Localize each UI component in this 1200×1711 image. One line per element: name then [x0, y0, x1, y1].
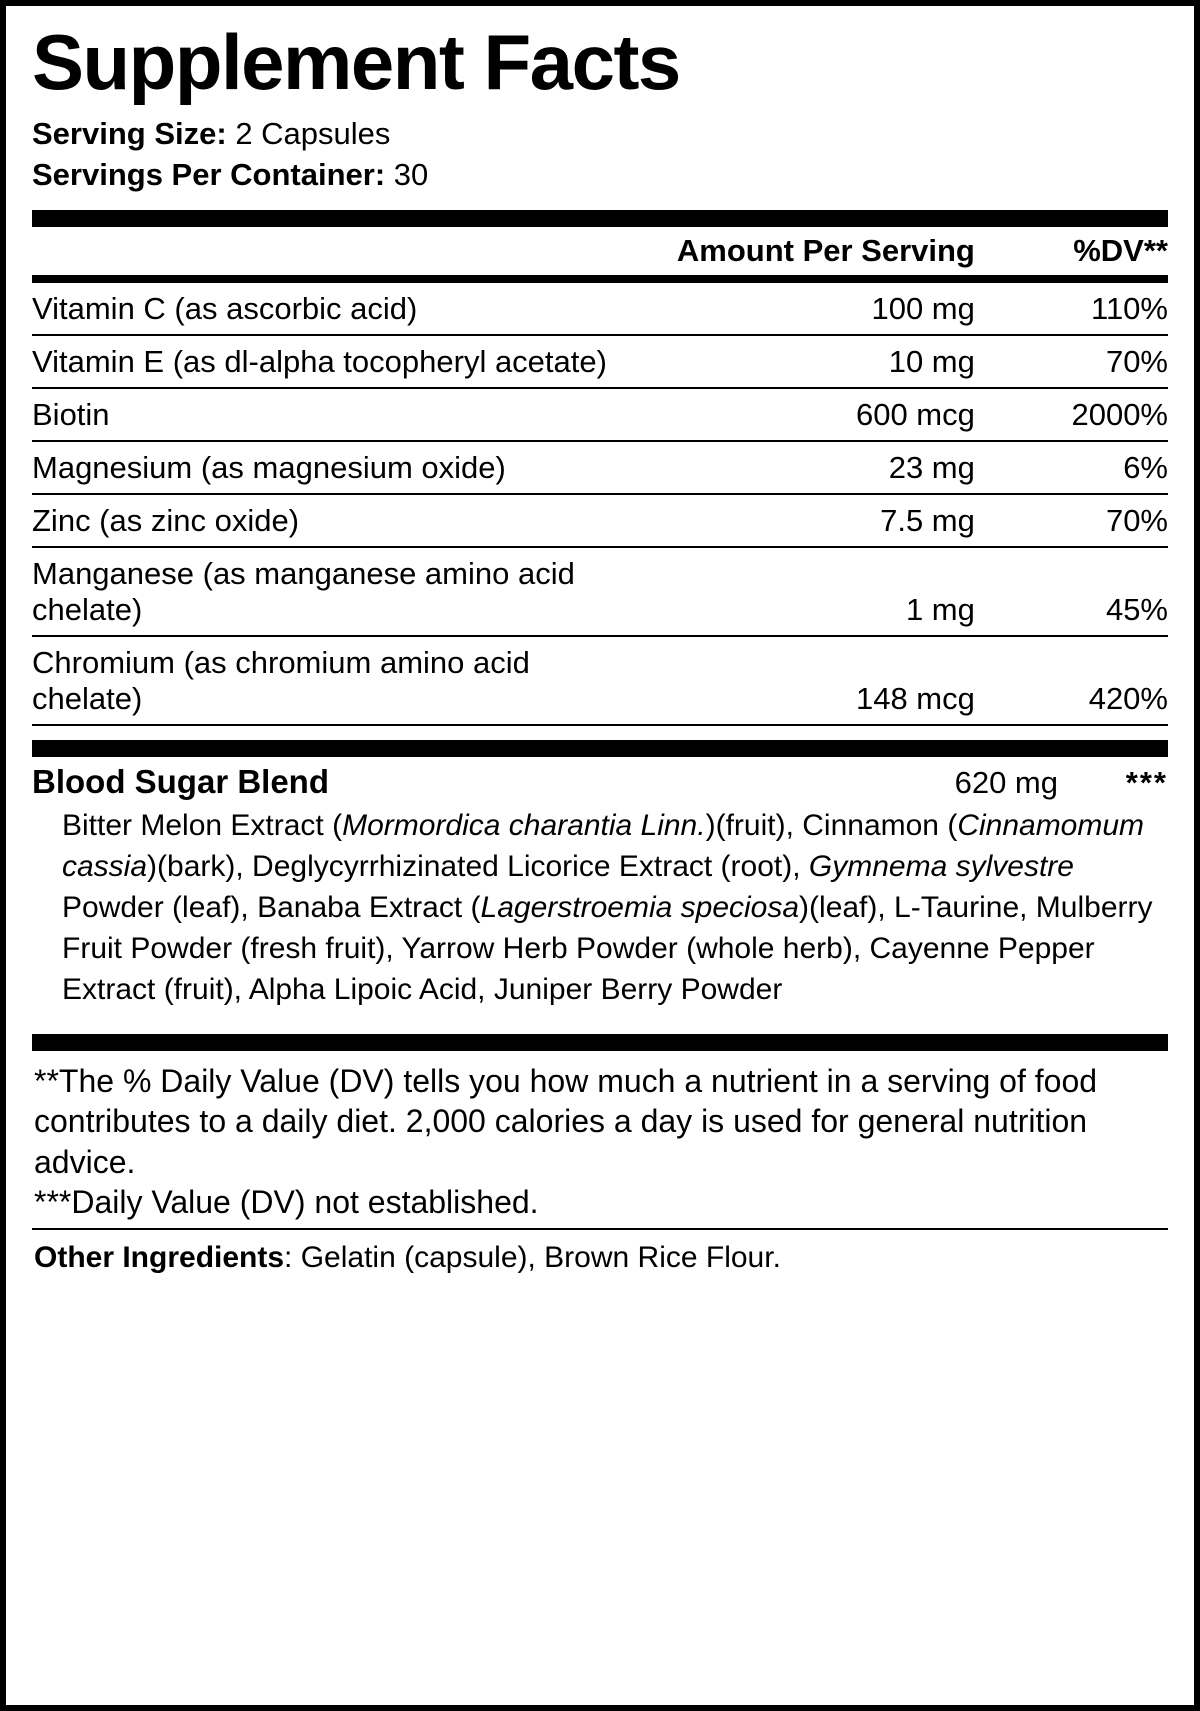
table-header-row [32, 227, 1168, 275]
table-row [32, 388, 1168, 441]
nutrition-table [32, 227, 1168, 275]
nutrient-dv: 70% [975, 335, 1168, 388]
servings-per-container-label: Servings Per Container: [32, 156, 386, 192]
nutrient-amount: 600 mcg [645, 388, 974, 441]
footnotes [32, 1051, 1168, 1228]
table-row [32, 441, 1168, 494]
serving-size-line [32, 114, 1168, 155]
other-ingredients-label: Other Ingredients [34, 1241, 285, 1275]
table-row [32, 283, 1168, 335]
other-ingredients-value: : Gelatin (capsule), Brown Rice Flour. [284, 1241, 781, 1275]
table-row [32, 335, 1168, 388]
servings-per-container-line [32, 155, 1168, 196]
nutrient-dv: 2000% [975, 388, 1168, 441]
header-amount-per-serving: Amount Per Serving [676, 232, 975, 268]
blend-name: Blood Sugar Blend [32, 762, 329, 800]
header-spacer [32, 227, 645, 275]
blend-dv: *** [1125, 764, 1168, 800]
serving-size-value: 2 Capsules [235, 115, 391, 151]
dv-not-established-note: ***Daily Value (DV) not established. [34, 1184, 539, 1221]
daily-value-note: **The % Daily Value (DV) tells you how much a nutrient in a serving of food contributes to a daily diet. 2,000 calories a day is used for general nutrition advice. [34, 1063, 1098, 1180]
nutrient-dv: 110% [975, 283, 1168, 335]
table-row [32, 494, 1168, 547]
nutrient-dv: 420% [975, 636, 1168, 725]
nutrient-rows-table [32, 283, 1168, 726]
divider-thick-blend [32, 740, 1168, 757]
divider-medium-header [32, 275, 1168, 283]
nutrient-name: Magnesium (as magnesium oxide) [32, 441, 645, 494]
nutrient-name: Vitamin E (as dl-alpha tocopheryl acetate) [32, 335, 645, 388]
nutrient-amount: 23 mg [645, 441, 974, 494]
table-row [32, 636, 1168, 725]
nutrient-amount: 1 mg [645, 547, 974, 636]
nutrient-dv: 45% [975, 547, 1168, 636]
servings-per-container-value: 30 [393, 156, 429, 192]
header-daily-value: %DV** [1073, 232, 1168, 268]
divider-thick-top [32, 210, 1168, 227]
nutrient-amount: 10 mg [645, 335, 974, 388]
nutrient-name: Biotin [32, 388, 645, 441]
nutrient-name: Manganese (as manganese amino acid chelate) [32, 547, 645, 636]
serving-size-label: Serving Size: [32, 115, 227, 151]
nutrient-amount: 100 mg [645, 283, 974, 335]
nutrient-amount: 7.5 mg [645, 494, 974, 547]
divider-thick-footnotes [32, 1034, 1168, 1051]
nutrient-name: Zinc (as zinc oxide) [32, 494, 645, 547]
nutrient-dv: 70% [975, 494, 1168, 547]
nutrient-amount: 148 mcg [645, 636, 974, 725]
nutrient-name: Chromium (as chromium amino acid chelate) [32, 636, 645, 725]
nutrient-dv: 6% [975, 441, 1168, 494]
nutrient-name: Vitamin C (as ascorbic acid) [32, 283, 645, 335]
blend-amount: 620 mg [954, 764, 1058, 800]
table-row [32, 547, 1168, 636]
blend-ingredients: Bitter Melon Extract (Mormordica charantia Linn.)(fruit), Cinnamon (Cinnamomum cassia)(bark), Deglycyrrhizinated Licorice Extract (root), Gymnema sylvestre Powder (leaf), Banaba Extract (Lagerstroemia speciosa)(leaf), L-Taurine, Mulberry Fruit Powder (fresh fruit), Yarrow Herb Powder (whole herb), Cayenne Pepper Extract (fruit), Alpha Lipoic Acid, Juniper Berry Powder [62, 808, 1153, 1007]
blend-header [32, 763, 1168, 801]
other-ingredients [32, 1230, 1168, 1277]
page-title: Supplement Facts [32, 18, 680, 106]
